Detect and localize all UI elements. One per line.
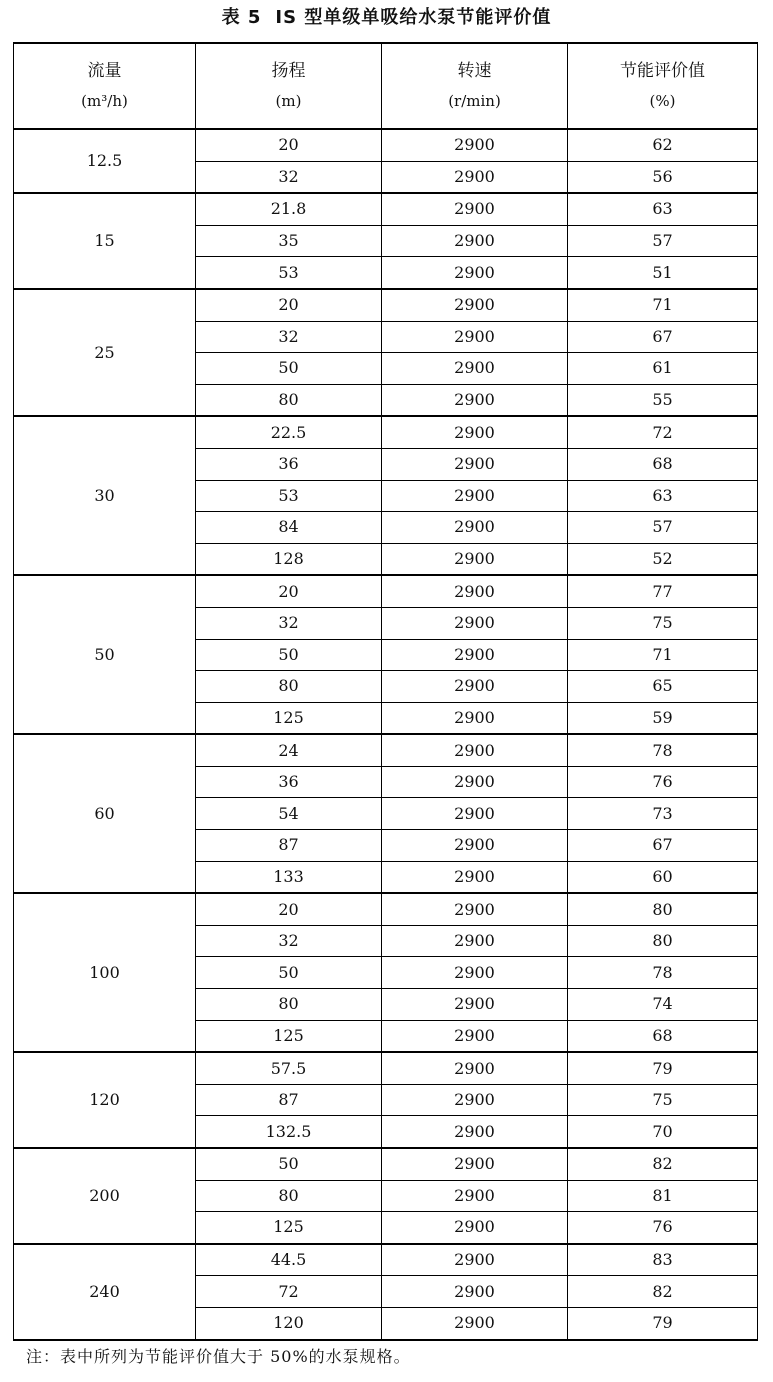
value-cell: 71: [568, 639, 758, 671]
speed-cell: 2900: [382, 353, 568, 385]
speed-cell: 2900: [382, 448, 568, 480]
speed-cell: 2900: [382, 257, 568, 289]
header-value-name: 节能评价值: [620, 61, 705, 81]
speed-cell: 2900: [382, 384, 568, 416]
speed-cell: 2900: [382, 129, 568, 161]
head-cell: 128: [196, 543, 382, 575]
table-row: [14, 289, 758, 321]
speed-cell: 2900: [382, 193, 568, 225]
speed-cell: 2900: [382, 893, 568, 925]
head-cell: 32: [196, 925, 382, 957]
value-cell: 79: [568, 1307, 758, 1339]
value-cell: 63: [568, 193, 758, 225]
value-cell: 65: [568, 671, 758, 703]
flow-cell: 240: [14, 1244, 196, 1340]
head-cell: 53: [196, 257, 382, 289]
table-note: 注：表中所列为节能评价值大于 50%的水泵规格。: [26, 1347, 411, 1366]
speed-cell: 2900: [382, 639, 568, 671]
value-cell: 73: [568, 798, 758, 830]
speed-cell: 2900: [382, 702, 568, 734]
head-cell: 21.8: [196, 193, 382, 225]
table-row: [14, 129, 758, 161]
flow-cell: 15: [14, 193, 196, 289]
value-cell: 67: [568, 321, 758, 353]
table-row: [14, 575, 758, 607]
header-flow-name: 流量: [87, 61, 122, 81]
header-speed-name: 转速: [457, 61, 492, 81]
head-cell: 22.5: [196, 416, 382, 448]
value-cell: 68: [568, 1020, 758, 1052]
value-cell: 51: [568, 257, 758, 289]
speed-cell: 2900: [382, 1180, 568, 1212]
value-cell: 83: [568, 1244, 758, 1276]
flow-cell: 60: [14, 734, 196, 893]
table-number: 表 5: [221, 7, 262, 28]
value-cell: 75: [568, 607, 758, 639]
value-cell: 78: [568, 957, 758, 989]
speed-cell: 2900: [382, 1052, 568, 1084]
head-cell: 125: [196, 1020, 382, 1052]
speed-cell: 2900: [382, 734, 568, 766]
header-flow-unit: (m³/h): [81, 92, 128, 110]
header-speed: [382, 43, 568, 129]
speed-cell: 2900: [382, 289, 568, 321]
speed-cell: 2900: [382, 1020, 568, 1052]
head-cell: 35: [196, 225, 382, 257]
head-cell: 80: [196, 1180, 382, 1212]
value-cell: 59: [568, 702, 758, 734]
head-cell: 32: [196, 607, 382, 639]
speed-cell: 2900: [382, 798, 568, 830]
head-cell: 84: [196, 512, 382, 544]
table-body: [14, 129, 758, 1340]
value-cell: 56: [568, 161, 758, 193]
head-cell: 87: [196, 1084, 382, 1116]
value-cell: 77: [568, 575, 758, 607]
header-value-unit: (%): [649, 92, 676, 110]
speed-cell: 2900: [382, 416, 568, 448]
head-cell: 24: [196, 734, 382, 766]
head-cell: 72: [196, 1276, 382, 1308]
head-cell: 32: [196, 321, 382, 353]
flow-cell: 120: [14, 1052, 196, 1148]
speed-cell: 2900: [382, 1244, 568, 1276]
speed-cell: 2900: [382, 321, 568, 353]
value-cell: 78: [568, 734, 758, 766]
flow-cell: 25: [14, 289, 196, 416]
head-cell: 50: [196, 957, 382, 989]
speed-cell: 2900: [382, 989, 568, 1021]
speed-cell: 2900: [382, 1276, 568, 1308]
head-cell: 20: [196, 575, 382, 607]
head-cell: 87: [196, 830, 382, 862]
flow-cell: 200: [14, 1148, 196, 1244]
header-value: [568, 43, 758, 129]
value-cell: 74: [568, 989, 758, 1021]
speed-cell: 2900: [382, 575, 568, 607]
speed-cell: 2900: [382, 607, 568, 639]
value-cell: 61: [568, 353, 758, 385]
value-cell: 52: [568, 543, 758, 575]
header-speed-unit: (r/min): [448, 92, 501, 110]
value-cell: 82: [568, 1148, 758, 1180]
flow-cell: 12.5: [14, 129, 196, 193]
value-cell: 76: [568, 766, 758, 798]
head-cell: 80: [196, 989, 382, 1021]
header-row: [14, 43, 758, 129]
head-cell: 120: [196, 1307, 382, 1339]
speed-cell: 2900: [382, 861, 568, 893]
head-cell: 132.5: [196, 1116, 382, 1148]
value-cell: 63: [568, 480, 758, 512]
head-cell: 80: [196, 671, 382, 703]
speed-cell: 2900: [382, 1148, 568, 1180]
head-cell: 54: [196, 798, 382, 830]
value-cell: 55: [568, 384, 758, 416]
header-head-name: 扬程: [271, 61, 306, 81]
speed-cell: 2900: [382, 225, 568, 257]
flow-cell: 100: [14, 893, 196, 1052]
value-cell: 67: [568, 830, 758, 862]
flow-cell: 50: [14, 575, 196, 734]
table-row: [14, 734, 758, 766]
speed-cell: 2900: [382, 957, 568, 989]
speed-cell: 2900: [382, 671, 568, 703]
head-cell: 20: [196, 129, 382, 161]
speed-cell: 2900: [382, 925, 568, 957]
value-cell: 80: [568, 893, 758, 925]
head-cell: 57.5: [196, 1052, 382, 1084]
head-cell: 32: [196, 161, 382, 193]
head-cell: 125: [196, 702, 382, 734]
flow-cell: 30: [14, 416, 196, 575]
value-cell: 60: [568, 861, 758, 893]
value-cell: 57: [568, 225, 758, 257]
value-cell: 80: [568, 925, 758, 957]
head-cell: 50: [196, 353, 382, 385]
table-caption: [0, 3, 773, 33]
table-row: [14, 1052, 758, 1084]
table-row: [14, 416, 758, 448]
speed-cell: 2900: [382, 1116, 568, 1148]
head-cell: 36: [196, 448, 382, 480]
speed-cell: 2900: [382, 1084, 568, 1116]
table-row: [14, 1244, 758, 1276]
value-cell: 72: [568, 416, 758, 448]
pump-efficiency-table: [13, 42, 758, 1341]
speed-cell: 2900: [382, 161, 568, 193]
value-cell: 82: [568, 1276, 758, 1308]
head-cell: 44.5: [196, 1244, 382, 1276]
value-cell: 68: [568, 448, 758, 480]
value-cell: 81: [568, 1180, 758, 1212]
speed-cell: 2900: [382, 830, 568, 862]
value-cell: 75: [568, 1084, 758, 1116]
header-head: [196, 43, 382, 129]
speed-cell: 2900: [382, 1212, 568, 1244]
value-cell: 70: [568, 1116, 758, 1148]
table-title: IS 型单级单吸给水泵节能评价值: [275, 7, 552, 28]
value-cell: 57: [568, 512, 758, 544]
speed-cell: 2900: [382, 543, 568, 575]
header-head-unit: (m): [275, 92, 302, 110]
head-cell: 80: [196, 384, 382, 416]
table-row: [14, 1148, 758, 1180]
head-cell: 36: [196, 766, 382, 798]
speed-cell: 2900: [382, 1307, 568, 1339]
value-cell: 62: [568, 129, 758, 161]
head-cell: 50: [196, 639, 382, 671]
head-cell: 20: [196, 893, 382, 925]
head-cell: 133: [196, 861, 382, 893]
value-cell: 76: [568, 1212, 758, 1244]
head-cell: 125: [196, 1212, 382, 1244]
speed-cell: 2900: [382, 512, 568, 544]
table-row: [14, 193, 758, 225]
head-cell: 53: [196, 480, 382, 512]
value-cell: 79: [568, 1052, 758, 1084]
speed-cell: 2900: [382, 766, 568, 798]
table-row: [14, 893, 758, 925]
header-flow: [14, 43, 196, 129]
speed-cell: 2900: [382, 480, 568, 512]
head-cell: 20: [196, 289, 382, 321]
value-cell: 71: [568, 289, 758, 321]
head-cell: 50: [196, 1148, 382, 1180]
